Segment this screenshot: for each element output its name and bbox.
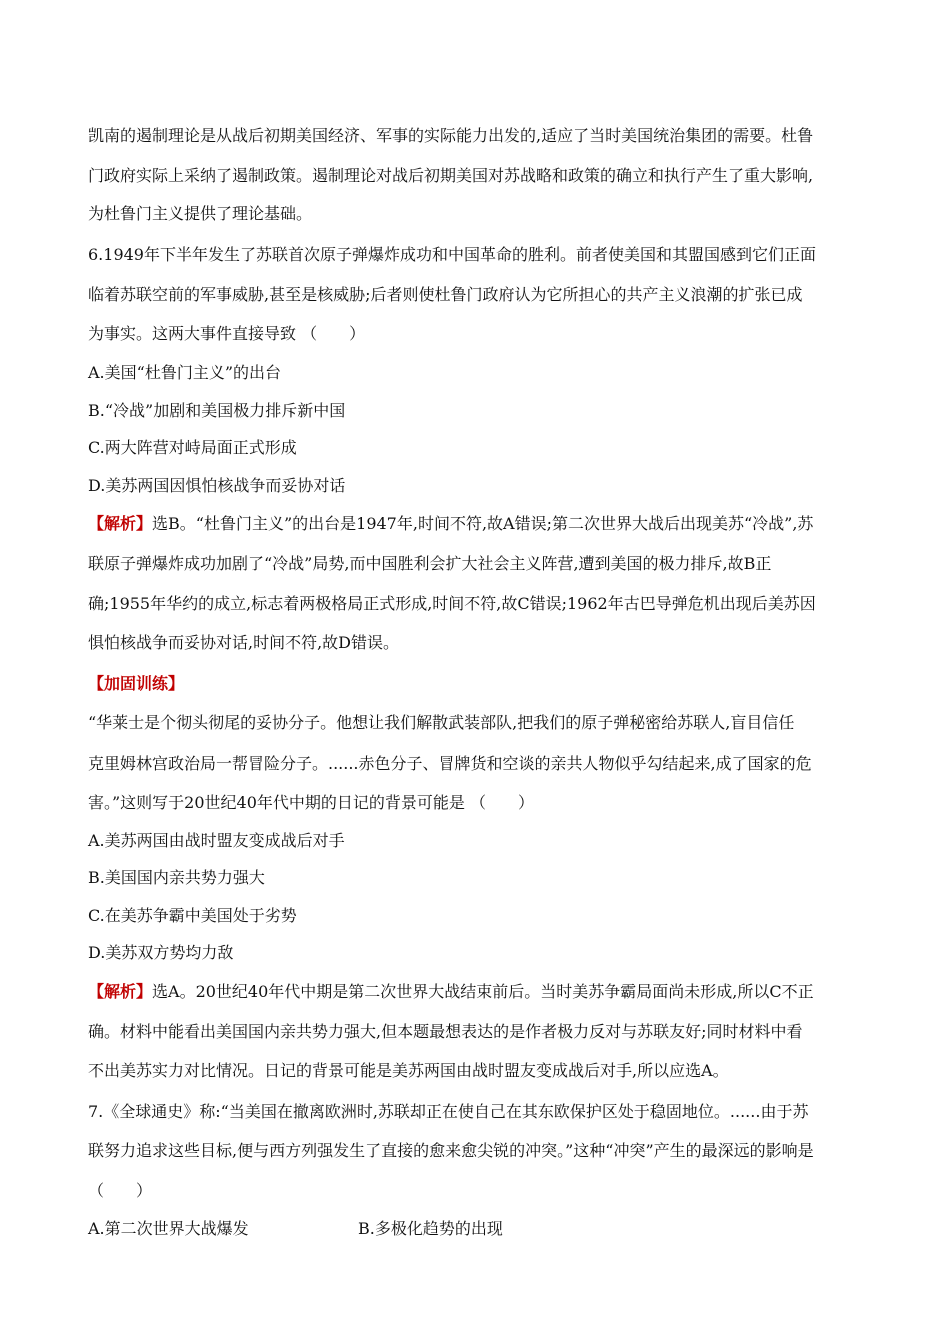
analysis-tag: 【解析】 xyxy=(88,514,153,533)
question-6-analysis: 惧怕核战争而妥协对话,时间不符,故D错误。 xyxy=(88,633,400,652)
practice-analysis: 确。材料中能看出美国国内亲共势力强大,但本题最想表达的是作者极力反对与苏联友好;同时材料中看 xyxy=(88,1022,803,1041)
question-6-option-d: D.美苏两国因惧怕核战争而妥协对话 xyxy=(88,476,346,495)
question-6-analysis xyxy=(88,513,862,535)
intro-line: 为杜鲁门主义提供了理论基础。 xyxy=(88,204,313,223)
practice-option-c: C.在美苏争霸中美国处于劣势 xyxy=(88,906,297,925)
practice-option-d: D.美苏双方势均力敌 xyxy=(88,943,234,962)
practice-stem: 克里姆林宫政治局一帮冒险分子。......赤色分子、冒牌货和空谈的亲共人物似乎勾结起来,成了国家的危 xyxy=(88,754,812,773)
question-6-option-c: C.两大阵营对峙局面正式形成 xyxy=(88,438,297,457)
question-6-stem: 临着苏联空前的军事威胁,甚至是核威胁;后者则使杜鲁门政府认为它所担心的共产主义浪潮的扩张已成 xyxy=(88,285,803,304)
practice-analysis: 不出美苏实力对比情况。日记的背景可能是美苏两国由战时盟友变成战后对手,所以应选A。 xyxy=(88,1061,729,1080)
practice-option-b: B.美国国内亲共势力强大 xyxy=(88,868,265,887)
practice-stem: 害。”这则写于20世纪40年代中期的日记的背景可能是 （ ） xyxy=(88,793,534,812)
question-6-stem: 6.1949年下半年发生了苏联首次原子弹爆炸成功和中国革命的胜利。前者使美国和其盟国感到它们正面 xyxy=(88,245,816,264)
practice-heading: 【加固训练】 xyxy=(88,674,185,693)
question-6-analysis: 确;1955年华约的成立,标志着两极格局正式形成,时间不符,故C错误;1962年古巴导弹危机出现后美苏因 xyxy=(88,594,816,613)
question-7-stem: 7.《全球通史》称:“当美国在撤离欧洲时,苏联却正在使自己在其东欧保护区处于稳固地位。......由于苏 xyxy=(88,1102,809,1121)
question-7-stem: （ ） xyxy=(88,1181,153,1200)
question-7-stem: 联努力追求这些目标,便与西方列强发生了直接的愈来愈尖锐的冲突。”这种“冲突”产生的最深远的影响是 xyxy=(88,1141,814,1160)
analysis-text: 选A。20世纪40年代中期是第二次世界大战结束前后。当时美苏争霸局面尚未形成,所以C不正 xyxy=(152,982,814,1001)
question-6-option-b: B.“冷战”加剧和美国极力排斥新中国 xyxy=(88,401,346,420)
question-6-analysis: 联原子弹爆炸成功加剧了“冷战”局势,而中国胜利会扩大社会主义阵营,遭到美国的极力排斥,故B正 xyxy=(88,554,772,573)
practice-stem: “华莱士是个彻头彻尾的妥协分子。他想让我们解散武装部队,把我们的原子弹秘密给苏联人,盲目信任 xyxy=(88,713,795,732)
intro-line: 门政府实际上采纳了遏制政策。遏制理论对战后初期美国对苏战略和政策的确立和执行产生了重大影响, xyxy=(88,166,814,185)
analysis-tag: 【解析】 xyxy=(88,982,153,1001)
intro-line: 凯南的遏制理论是从战后初期美国经济、军事的实际能力出发的,适应了当时美国统治集团的需要。杜鲁 xyxy=(88,126,814,145)
question-7-option-b: B.多极化趋势的出现 xyxy=(358,1219,503,1238)
practice-option-a: A.美苏两国由战时盟友变成战后对手 xyxy=(88,831,345,850)
analysis-text: 选B。“杜鲁门主义”的出台是1947年,时间不符,故A错误;第二次世界大战后出现美苏“冷战”,苏 xyxy=(152,514,814,533)
practice-analysis xyxy=(88,981,862,1003)
question-6-option-a: A.美国“杜鲁门主义”的出台 xyxy=(88,363,282,382)
question-6-stem: 为事实。这两大事件直接导致 （ ） xyxy=(88,324,366,343)
question-7-option-a: A.第二次世界大战爆发 xyxy=(88,1219,249,1238)
question-7-options xyxy=(88,1218,862,1240)
